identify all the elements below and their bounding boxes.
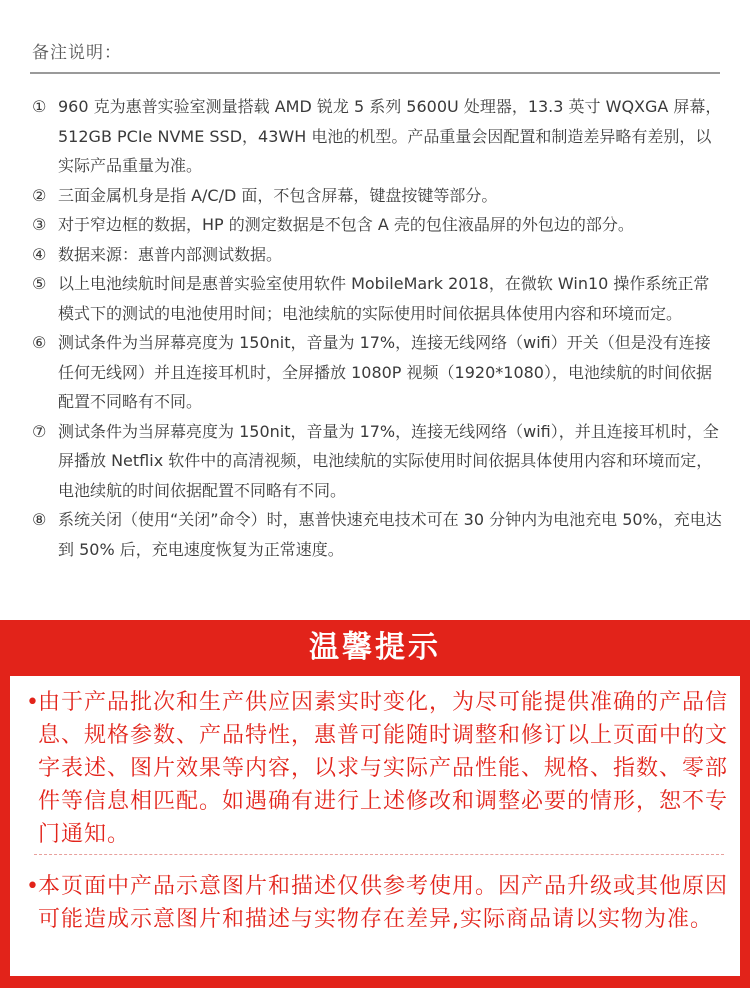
reminder-text: 本页面中产品示意图片和描述仅供参考使用。因产品升级或其他原因可能造成示意图片和描述与实物存在差异,实际商品请以实物为准。 bbox=[38, 874, 729, 932]
note-number: ④ bbox=[32, 244, 47, 264]
note-text: 960 克为惠普实验室测量搭载 AMD 锐龙 5 系列 5600U 处理器，13.3 英寸 WQXGA 屏幕，512GB PCIe NVME SSD，43WH 电池的机型。产品重量会因配置和制造差异略有差别，以实际产品重量为准。 bbox=[58, 97, 722, 175]
reminder-item-1 bbox=[26, 686, 729, 851]
note-text: 测试条件为当屏幕亮度为 150nit，音量为 17%，连接无线网络（wifi）开关（但是没有连接任何无线网）并且连接耳机时，全屏播放 1080P 视频（1920*1080），电池续航的时间依据配置不同略有不同。 bbox=[58, 333, 712, 411]
note-item-3 bbox=[32, 210, 722, 240]
note-item-7 bbox=[32, 417, 722, 506]
note-number: ② bbox=[32, 185, 47, 205]
note-item-1 bbox=[32, 92, 722, 181]
reminder-box bbox=[10, 676, 740, 976]
note-text: 测试条件为当屏幕亮度为 150nit，音量为 17%，连接无线网络（wifi），并且连接耳机时，全屏播放 Netflix 软件中的高清视频，电池续航的实际使用时间依据具体使用内容和环境而定，电池续航的时间依据配置不同略有不同。 bbox=[58, 421, 719, 500]
note-text: 系统关闭（使用“关闭”命令）时，惠普快速充电技术可在 30 分钟内为电池充电 50%，充电达到 50% 后，充电速度恢复为正常速度。 bbox=[58, 510, 722, 559]
note-item-6 bbox=[32, 328, 722, 417]
note-item-8 bbox=[32, 505, 722, 564]
reminder-text: 由于产品批次和生产供应因素实时变化，为尽可能提供准确的产品信息、规格参数、产品特性，惠普可能随时调整和修订以上页面中的文字表述、图片效果等内容，以求与实际产品性能、规格、指数、零部件等信息相匹配。如遇确有进行上述修改和调整必要的情形，恕不专门通知。 bbox=[38, 690, 729, 847]
note-item-5 bbox=[32, 269, 722, 328]
note-number: ⑥ bbox=[32, 333, 47, 352]
note-item-4 bbox=[32, 240, 722, 270]
note-number: ③ bbox=[32, 215, 47, 234]
note-number: ⑤ bbox=[32, 274, 47, 293]
note-number: ⑦ bbox=[32, 421, 47, 441]
note-text: 三面金属机身是指 A/C/D 面，不包含屏幕，键盘按键等部分。 bbox=[58, 185, 498, 205]
reminder-divider bbox=[34, 854, 724, 855]
reminder-title: 温馨提示 bbox=[309, 630, 441, 665]
note-item-2 bbox=[32, 181, 722, 211]
notes-title: 备注说明： bbox=[32, 43, 122, 63]
bullet-icon: • bbox=[26, 874, 40, 899]
note-number: ⑧ bbox=[32, 510, 47, 529]
note-number: ① bbox=[32, 97, 47, 116]
note-text: 对于窄边框的数据，HP 的测定数据是不包含 A 壳的包住液晶屏的外包边的部分。 bbox=[58, 215, 634, 234]
note-text: 数据来源：惠普内部测试数据。 bbox=[58, 244, 283, 264]
notes-divider bbox=[30, 72, 720, 74]
reminder-section bbox=[0, 620, 750, 988]
note-text: 以上电池续航时间是惠普实验室使用软件 MobileMark 2018，在微软 Win10 操作系统正常模式下的测试的电池使用时间；电池续航的实际使用时间依据具体使用内容和环境而定。 bbox=[58, 274, 710, 323]
bullet-icon: • bbox=[26, 690, 40, 715]
reminder-item-2 bbox=[26, 870, 729, 936]
notes-list bbox=[32, 92, 722, 564]
